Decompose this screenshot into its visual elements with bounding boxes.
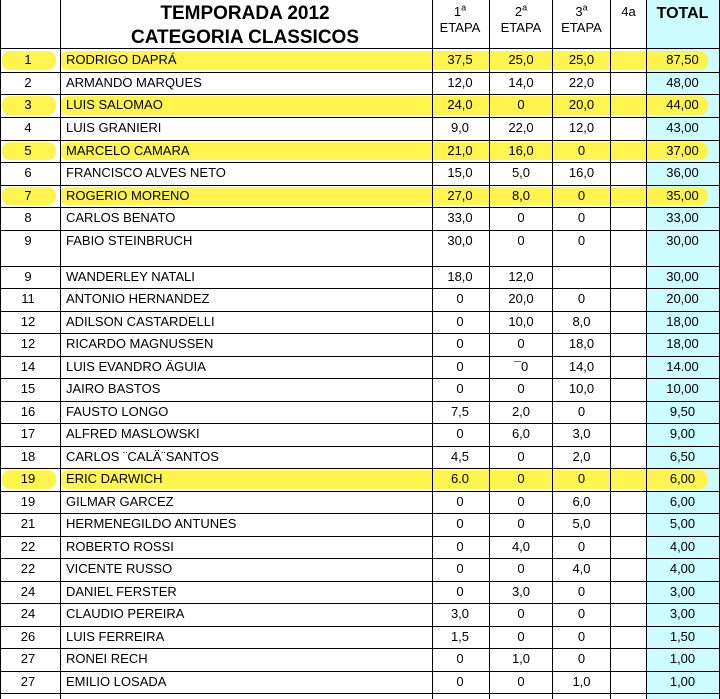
- grid-hline: [0, 468, 720, 469]
- driver-name-cell: ERIC DARWICH: [66, 471, 163, 486]
- grid-vline: [60, 0, 61, 699]
- position-cell: 12: [20, 336, 36, 351]
- etapa1-cell: 0: [456, 314, 464, 329]
- etapa2-number: 2: [514, 4, 523, 19]
- etapa1-cell: 0: [456, 291, 464, 306]
- position-cell: 22: [20, 561, 36, 576]
- total-cell: 9,50: [669, 404, 696, 419]
- etapa1-cell: 0: [456, 674, 464, 689]
- driver-name-cell: MARCELO CAMARA: [66, 143, 190, 158]
- etapa2-header: [490, 4, 552, 36]
- grid-hline: [0, 581, 720, 582]
- driver-name-cell: ALFRED MASLOWSKI: [66, 426, 200, 441]
- driver-name-cell: EMILIO LOSADA: [66, 674, 167, 689]
- etapa2-cell: 5,0: [511, 165, 531, 180]
- etapa3-cell: 0: [577, 291, 586, 306]
- total-cell: 48,00: [666, 75, 699, 90]
- total-cell: 36,00: [666, 165, 699, 180]
- total-cell: 1,50: [669, 629, 696, 644]
- grid-hline: [0, 626, 720, 627]
- position-cell: 7: [24, 188, 32, 203]
- etapa1-cell: 4,5: [450, 449, 470, 464]
- grid-hline: [0, 185, 720, 186]
- etapa2-cell: 0: [517, 210, 525, 225]
- driver-name-cell: WANDERLEY NATALI: [66, 269, 195, 284]
- driver-name-cell: RODRIGO DAPRÁ: [66, 52, 177, 67]
- etapa3-cell: 8,0: [572, 314, 591, 329]
- driver-name-cell: ROGERIO MORENO: [66, 188, 190, 203]
- etapa1-cell: 0: [456, 561, 464, 576]
- grid-hline: [0, 491, 720, 492]
- grid-hline: [0, 288, 720, 289]
- etapa2-cell: 6,0: [511, 426, 531, 441]
- driver-name-cell: RONEI RECH: [66, 651, 148, 666]
- etapa3-cell: 5,0: [572, 516, 591, 531]
- total-cell: 30,00: [666, 269, 699, 284]
- total-cell: 43,00: [666, 120, 699, 135]
- etapa3-cell: 10,0: [568, 381, 595, 396]
- position-cell: 19: [20, 471, 36, 486]
- position-cell: 1: [24, 52, 32, 67]
- grid-vline: [610, 0, 611, 699]
- total-cell: 18,00: [666, 336, 699, 351]
- grid-hline: [0, 378, 720, 379]
- etapa3-cell: 4,0: [572, 561, 591, 576]
- grid-hline: [0, 72, 720, 73]
- etapa3-cell: 0: [577, 404, 586, 419]
- etapa1-cell: 24,0: [447, 97, 473, 112]
- etapa2-cell: 0: [517, 606, 525, 621]
- etapa1-cell: 0: [456, 381, 464, 396]
- etapa3-cell: 0: [577, 651, 586, 666]
- position-cell: 27: [20, 674, 36, 689]
- etapa2-cell: 8,0: [511, 188, 531, 203]
- etapa2-cell: 22,0: [508, 120, 534, 135]
- grid-hline: [0, 140, 720, 141]
- etapa3-cell: 0: [577, 584, 586, 599]
- etapa1-cell: 9,0: [450, 120, 470, 135]
- position-cell: 12: [20, 314, 36, 329]
- total-cell: 6,00: [669, 471, 696, 486]
- total-cell: 20,00: [666, 291, 699, 306]
- grid-hline: [0, 333, 720, 334]
- driver-name-cell: CARLOS ¨CALÄ¨SANTOS: [66, 449, 219, 464]
- etapa3-cell: 20,0: [568, 97, 595, 112]
- position-cell: 8: [24, 210, 32, 225]
- grid-hline: [0, 162, 720, 163]
- etapa2-cell: 25,0: [508, 52, 534, 67]
- category-title: CATEGORIA CLASSICOS: [130, 27, 359, 48]
- position-cell: 5: [24, 143, 32, 158]
- position-cell: 21: [20, 516, 36, 531]
- etapa2-cell: 0: [517, 629, 525, 644]
- total-cell: 6,00: [669, 494, 696, 509]
- etapa3-cell: 16,0: [568, 165, 595, 180]
- etapa2-label: ETAPA: [500, 20, 542, 35]
- position-cell: 4: [24, 120, 32, 135]
- grid-hline: [0, 603, 720, 604]
- driver-name-cell: ARMANDO MARQUES: [66, 75, 202, 90]
- position-cell: 9: [24, 269, 32, 284]
- position-cell: 17: [20, 426, 36, 441]
- grid-hline: [0, 230, 720, 231]
- position-cell: 14: [20, 359, 36, 374]
- etapa1-cell: 18,0: [447, 269, 473, 284]
- total-cell: 5,00: [669, 516, 696, 531]
- total-cell: 9,00: [669, 426, 696, 441]
- etapa3-cell: 18,0: [568, 336, 595, 351]
- etapa2-cell: ¯0: [513, 359, 529, 374]
- etapa2-cell: 0: [517, 97, 525, 112]
- driver-name-cell: VICENTE RUSSO: [66, 561, 173, 576]
- total-cell: 14.00: [666, 359, 699, 374]
- etapa2-cell: 20,0: [508, 291, 534, 306]
- driver-name-cell: DANIEL FERSTER: [66, 584, 177, 599]
- position-cell: 19: [20, 494, 36, 509]
- etapa3-cell: 0: [577, 143, 586, 158]
- total-cell: 3,00: [669, 606, 696, 621]
- etapa3-cell: 0: [577, 539, 586, 554]
- driver-name-cell: LUIS FERREIRA: [66, 629, 165, 644]
- etapa3-cell: 0: [577, 629, 586, 644]
- position-cell: 6: [24, 165, 32, 180]
- etapa3-cell: 12,0: [568, 120, 595, 135]
- etapa2-cell: 2,0: [511, 404, 531, 419]
- grid-hline: [0, 446, 720, 447]
- grid-hline: [0, 558, 720, 559]
- etapa3-cell: 0: [577, 188, 586, 203]
- grid-hline: [0, 117, 720, 118]
- driver-name-cell: FRANCISCO ALVES NETO: [66, 165, 226, 180]
- driver-name-cell: HERMENEGILDO ANTUNES: [66, 516, 237, 531]
- etapa3-cell: 25,0: [568, 52, 595, 67]
- etapa2-cell: 0: [517, 561, 525, 576]
- etapa2-cell: 0: [517, 471, 525, 486]
- driver-name-cell: CLAUDIO PEREIRA: [66, 606, 185, 621]
- etapa1-cell: 0: [456, 651, 464, 666]
- grid-hline: [0, 423, 720, 424]
- etapa2-cell: 0: [517, 449, 525, 464]
- total-cell: 1,00: [669, 674, 696, 689]
- position-cell: 22: [20, 539, 36, 554]
- total-cell: 6,50: [669, 449, 696, 464]
- position-cell: 3: [24, 97, 32, 112]
- position-cell: 26: [20, 629, 36, 644]
- etapa3-cell: 0: [577, 210, 586, 225]
- total-cell: 4,00: [669, 539, 696, 554]
- grid-hline: [0, 94, 720, 95]
- driver-name-cell: JAIRO BASTOS: [66, 381, 161, 396]
- total-cell: 30,00: [666, 233, 699, 248]
- driver-name-cell: LUIS EVANDRO ÄGUIA: [66, 359, 206, 374]
- total-cell: 3,00: [669, 584, 696, 599]
- etapa1-cell: 12,0: [447, 75, 473, 90]
- position-cell: 18: [20, 449, 36, 464]
- driver-name-cell: LUIS GRANIERI: [66, 120, 162, 135]
- etapa1-cell: 0: [456, 336, 464, 351]
- etapa2-cell: 1,0: [511, 651, 531, 666]
- etapa4-header: 4a: [621, 4, 636, 19]
- etapa1-cell: 37,5: [447, 52, 473, 67]
- total-cell: 44,00: [666, 97, 699, 112]
- driver-name-cell: ANTONIO HERNANDEZ: [66, 291, 210, 306]
- position-cell: 15: [20, 381, 36, 396]
- driver-name-cell: FABIO STEINBRUCH: [66, 233, 193, 248]
- etapa2-ordinal: a: [522, 2, 528, 13]
- grid-hline: [0, 693, 720, 694]
- etapa1-cell: 7,5: [450, 404, 470, 419]
- etapa1-ordinal: a: [461, 2, 467, 13]
- etapa3-cell: 1,0: [572, 674, 591, 689]
- etapa1-cell: 21,0: [447, 143, 473, 158]
- grid-hline: [0, 48, 720, 49]
- position-cell: 16: [20, 404, 36, 419]
- etapa3-header: [553, 4, 610, 36]
- etapa1-cell: 0: [456, 584, 464, 599]
- etapa1-cell: 15,0: [447, 165, 473, 180]
- position-cell: 24: [20, 606, 36, 621]
- etapa1-cell: 6.0: [450, 471, 470, 486]
- etapa3-cell: 0: [577, 606, 586, 621]
- etapa3-cell: 0: [577, 471, 586, 486]
- etapa3-cell: 14,0: [568, 359, 595, 374]
- position-cell: 24: [20, 584, 36, 599]
- etapa1-cell: 0: [456, 539, 464, 554]
- etapa2-cell: 0: [517, 516, 525, 531]
- total-cell: 35,00: [666, 188, 699, 203]
- grid-hline: [0, 207, 720, 208]
- etapa1-number: 1: [453, 4, 462, 19]
- total-cell: 18,00: [666, 314, 699, 329]
- etapa1-cell: 33,0: [447, 210, 473, 225]
- grid-hline: [0, 311, 720, 312]
- etapa2-cell: 0: [517, 336, 525, 351]
- etapa2-cell: 12,0: [508, 269, 534, 284]
- position-cell: 2: [24, 75, 32, 90]
- etapa1-label: ETAPA: [439, 20, 481, 35]
- etapa2-cell: 14,0: [508, 75, 534, 90]
- total-cell: 4,00: [669, 561, 696, 576]
- total-cell: 87,50: [666, 52, 699, 67]
- driver-name-cell: ROBERTO ROSSI: [66, 539, 174, 554]
- etapa2-cell: 3,0: [511, 584, 531, 599]
- etapa2-cell: 4,0: [511, 539, 531, 554]
- driver-name-cell: ADILSON CASTARDELLI: [66, 314, 215, 329]
- total-cell: 1,00: [669, 651, 696, 666]
- driver-name-cell: RICARDO MAGNUSSEN: [66, 336, 214, 351]
- etapa2-cell: 0: [517, 494, 525, 509]
- total-header: TOTAL: [656, 5, 709, 22]
- etapa1-cell: 0: [456, 516, 464, 531]
- etapa2-cell: 16,0: [508, 143, 534, 158]
- position-cell: 9: [24, 233, 32, 248]
- total-cell: 33,00: [666, 210, 699, 225]
- etapa1-cell: 3,0: [450, 606, 470, 621]
- etapa2-cell: 10,0: [508, 314, 534, 329]
- etapa1-header: [432, 4, 488, 36]
- grid-hline: [0, 536, 720, 537]
- grid-hline: [0, 513, 720, 514]
- etapa3-ordinal: a: [582, 2, 588, 13]
- etapa3-label: ETAPA: [561, 20, 602, 35]
- etapa3-cell: 0: [577, 233, 586, 248]
- etapa2-cell: 0: [517, 233, 525, 248]
- driver-name-cell: GILMAR GARCEZ: [66, 494, 174, 509]
- grid-hline: [0, 356, 720, 357]
- driver-name-cell: LUIS SALOMAO: [66, 97, 163, 112]
- etapa1-cell: 30,0: [447, 233, 473, 248]
- etapa1-cell: 1,5: [450, 629, 470, 644]
- position-cell: 11: [21, 291, 35, 306]
- season-title: TEMPORADA 2012: [160, 3, 330, 24]
- driver-name-cell: FAUSTO LONGO: [66, 404, 169, 419]
- grid-hline: [0, 266, 720, 267]
- etapa3-cell: 6,0: [572, 494, 591, 509]
- etapa1-cell: 0: [456, 426, 464, 441]
- etapa1-cell: 27,0: [447, 188, 473, 203]
- etapa1-cell: 0: [456, 359, 464, 374]
- etapa3-cell: 22,0: [568, 75, 595, 90]
- etapa3-number: 3: [575, 4, 583, 19]
- position-cell: 27: [20, 651, 36, 666]
- driver-name-cell: CARLOS BENATO: [66, 210, 176, 225]
- total-cell: 10,00: [666, 381, 699, 396]
- grid-hline: [0, 648, 720, 649]
- etapa2-cell: 0: [517, 381, 525, 396]
- grid-hline: [0, 671, 720, 672]
- etapa1-cell: 0: [456, 494, 464, 509]
- grid-hline: [0, 401, 720, 402]
- etapa3-cell: 3,0: [572, 426, 591, 441]
- total-cell: 37,00: [666, 143, 699, 158]
- etapa3-cell: 2,0: [572, 449, 591, 464]
- etapa2-cell: 0: [517, 674, 525, 689]
